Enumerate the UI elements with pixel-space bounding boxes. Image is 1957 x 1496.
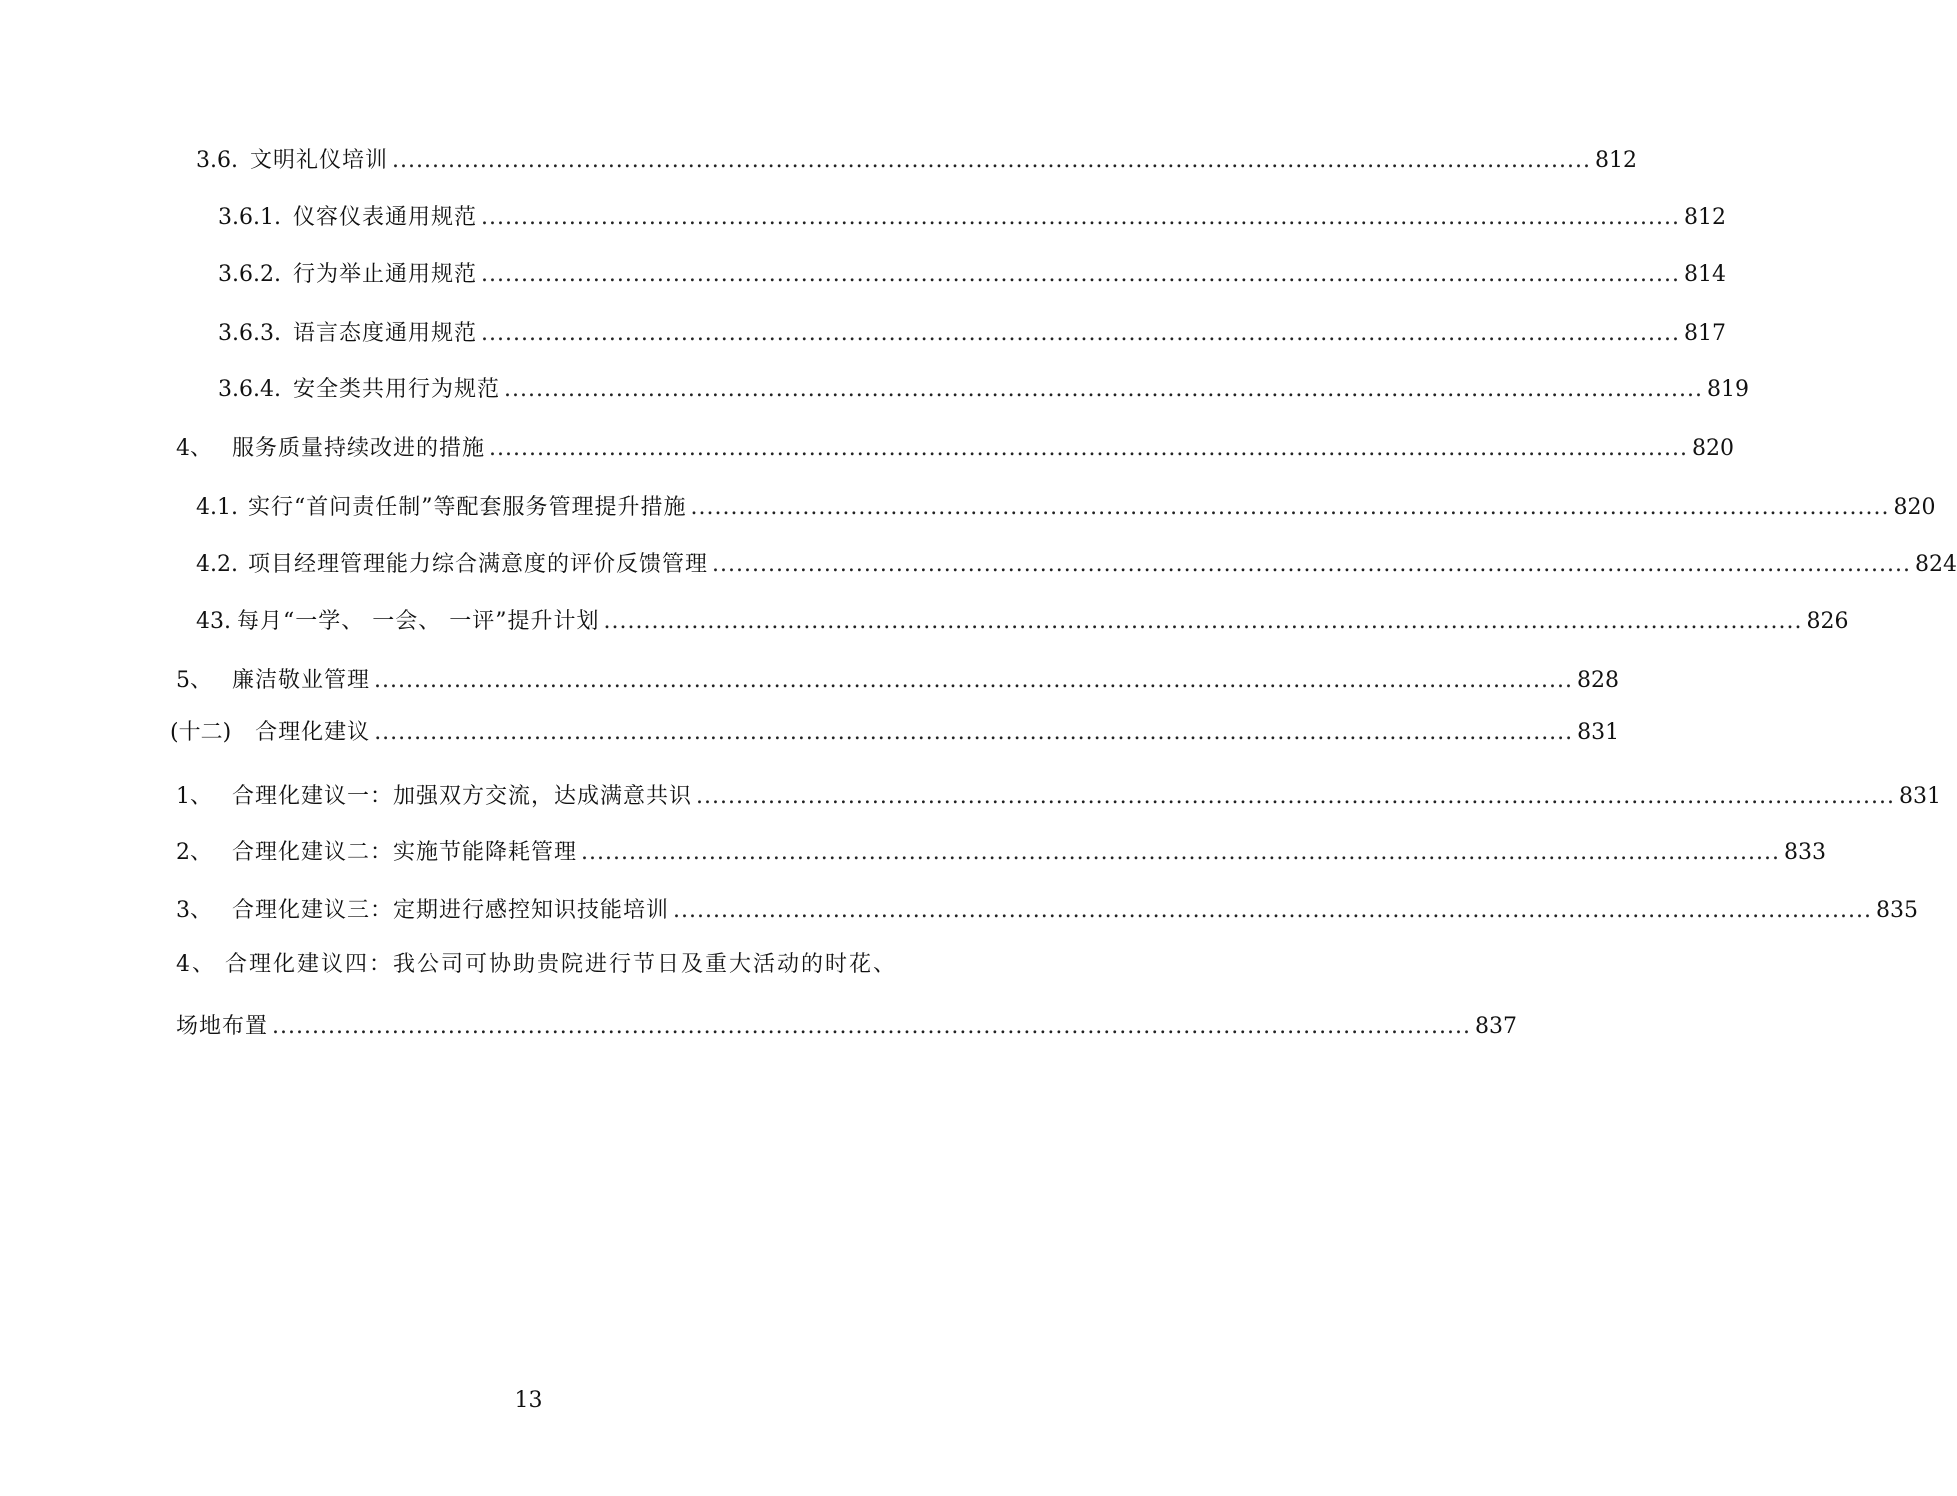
toc-leader-dots: ...................................................................................................................................................... (603, 609, 1803, 634)
toc-entry-number: 4.1. (196, 495, 238, 520)
toc-entry[interactable] (196, 142, 1637, 176)
toc-entry-title: 合理化建议 (255, 720, 371, 745)
toc-entry-title: 合理化建议一：加强双方交流，达成满意共识 (232, 784, 693, 809)
toc-leader-dots: ...................................................................................................................................................... (504, 377, 1703, 402)
toc-entry-number: 3、 (176, 898, 212, 923)
toc-leader-dots: ...................................................................................................................................................... (392, 148, 1591, 173)
toc-entry[interactable] (170, 714, 1620, 748)
toc-entry-title: 廉洁敬业管理 (232, 668, 371, 693)
toc-entry[interactable] (218, 199, 1726, 233)
toc-entry-number: 3.6. (196, 148, 238, 173)
toc-entry-number: 3.6.2. (218, 262, 281, 287)
toc-entry-number: 3.6.3. (218, 321, 281, 346)
toc-leader-dots: ...................................................................................................................................................... (481, 321, 1680, 346)
toc-entry-page: 812 (1594, 148, 1637, 173)
toc-entry-number: 3.6.4. (218, 377, 281, 402)
toc-entry-number: 4.2. (196, 552, 238, 577)
toc-entry-page: 833 (1784, 840, 1826, 865)
toc-entry-page: 814 (1683, 262, 1726, 287)
toc-leader-dots: ...................................................................................................................................................... (690, 495, 1890, 520)
toc-entry-wrapped-first-line[interactable]: 4、 合理化建议四：我公司可协助贵院进行节日及重大活动的时花、 (176, 952, 897, 977)
toc-entry-title: 项目经理管理能力综合满意度的评价反馈管理 (247, 552, 708, 577)
toc-entry-page: 820 (1893, 495, 1936, 520)
toc-entry[interactable] (218, 256, 1726, 290)
toc-entry-title: 实行“首问责任制”等配套服务管理提升措施 (247, 495, 687, 520)
toc-leader-dots: ...................................................................................................................................................... (489, 436, 1688, 461)
toc-leader-dots: ...................................................................................................................................................... (374, 720, 1574, 745)
toc-entry-title: 文明礼仪培训 (249, 148, 388, 173)
toc-entry-number: 5、 (176, 668, 212, 693)
toc-entry-number: 1、 (176, 784, 212, 809)
toc-entry-page: 831 (1899, 784, 1941, 809)
toc-entry-page: 828 (1577, 668, 1619, 693)
toc-entry-number: 43. (196, 609, 231, 634)
toc-entry-page: 835 (1876, 898, 1918, 923)
toc-entry-page: 817 (1683, 321, 1726, 346)
toc-entry-title: 仪容仪表通用规范 (292, 205, 477, 230)
toc-entry-title: 每月“一学、 一会、 一评”提升计划 (237, 609, 600, 634)
toc-entry-number: 3.6.1. (218, 205, 281, 230)
toc-leader-dots: ...................................................................................................................................................... (581, 840, 1780, 865)
toc-entry[interactable] (196, 603, 1849, 637)
toc-entry[interactable] (218, 371, 1749, 405)
toc-entry-number: 2、 (176, 840, 212, 865)
toc-entry-page: 826 (1806, 609, 1849, 634)
toc-leader-dots: ...................................................................................................................................................... (481, 205, 1680, 230)
toc-entry[interactable] (176, 662, 1619, 696)
toc-entry-page: 824 (1914, 552, 1957, 577)
toc-entry[interactable] (176, 834, 1826, 868)
toc-entry-title: 安全类共用行为规范 (292, 377, 500, 402)
page-number: 13 (514, 1388, 543, 1413)
toc-entry-page: 819 (1706, 377, 1749, 402)
toc-entry[interactable] (196, 546, 1957, 580)
toc-entry-number: (十二) (170, 720, 232, 745)
toc-entry-page: 831 (1577, 720, 1620, 745)
toc-entry[interactable] (176, 1008, 1517, 1042)
toc-entry[interactable] (176, 892, 1918, 926)
toc-leader-dots: ...................................................................................................................................................... (712, 552, 1911, 577)
toc-entry-title: 合理化建议二：实施节能降耗管理 (232, 840, 578, 865)
toc-leader-dots: ...................................................................................................................................................... (481, 262, 1680, 287)
toc-entry[interactable] (196, 489, 1936, 523)
toc-entry[interactable] (176, 430, 1734, 464)
toc-entry-page: 812 (1683, 205, 1726, 230)
toc-entry-title: 合理化建议三：定期进行感控知识技能培训 (232, 898, 670, 923)
toc-leader-dots: ...................................................................................................................................................... (696, 784, 1895, 809)
toc-leader-dots: ...................................................................................................................................................... (272, 1014, 1471, 1039)
toc-entry-number: 4、 (176, 436, 212, 461)
toc-entry-page: 837 (1475, 1014, 1517, 1039)
toc-entry-title: 服务质量持续改进的措施 (232, 436, 486, 461)
toc-entry-title: 场地布置 (176, 1014, 269, 1039)
toc-entry[interactable] (218, 315, 1726, 349)
toc-leader-dots: ...................................................................................................................................................... (673, 898, 1872, 923)
toc-entry-title: 行为举止通用规范 (292, 262, 477, 287)
toc-entry-title: 语言态度通用规范 (292, 321, 477, 346)
toc-leader-dots: ...................................................................................................................................................... (374, 668, 1573, 693)
toc-entry-page: 820 (1692, 436, 1734, 461)
toc-entry[interactable] (176, 778, 1941, 812)
